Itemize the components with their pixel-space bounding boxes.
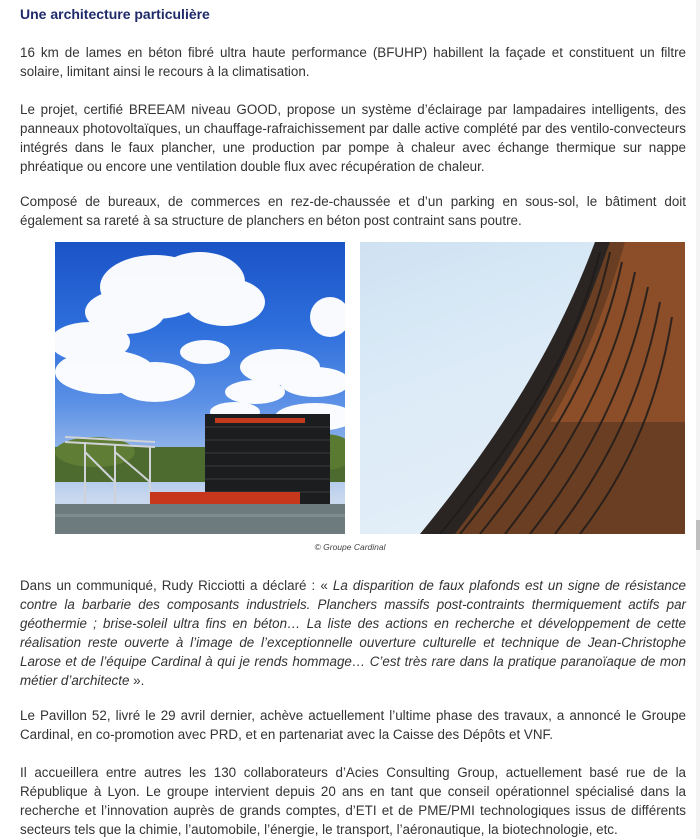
building-photo-facade-detail	[360, 242, 685, 534]
building-photo-exterior	[55, 242, 345, 534]
paragraph-pavillon: Le Pavillon 52, livré le 29 avril dernier, achève actuellement l’ultime phase des travaux, a annoncé le Groupe Cardinal, en co-promotion avec PRD, et en partenariat avec la Caisse des Dépôts et VNF.	[20, 708, 686, 742]
quote-intro: Dans un communiqué, Rudy Ricciotti a déclaré : «	[20, 578, 333, 593]
facade-detail-illustration	[360, 242, 685, 534]
building-exterior-illustration	[55, 242, 345, 534]
paragraph-breeam: Le projet, certifié BREEAM niveau GOOD, propose un système d’éclairage par lampadaires intelligents, des panneaux photovoltaïques, un chauffage-rafraichissement par dalle active complété par des ventilo-convecteurs intégrés dans le faux plancher, une production par pompe à chaleur avec échange thermique sur nappe phréatique ou encore une ventilation double flux avec récupération de chaleur.	[20, 102, 686, 174]
section-heading: Une architecture particulière	[20, 6, 210, 22]
paragraph-quote	[20, 576, 686, 690]
quote-text: La disparition de faux plafonds est un signe de résistance contre la barbarie des composants industriels. Planchers massifs post-contraints thermiquement actifs par géothermie ; brise-soleil ultra fins en béton… La liste des actions en recherche et développement de cette réalisation reste ouverte à l’image de l’exceptionnelle ouverture culturelle et technique de Jean-Christophe Larose et de l’équipe Cardinal à qui je rends hommage… C’est très rare dans la pratique paranoïaque de mon métier d’architecte	[20, 578, 686, 688]
paragraph-acies: Il accueillera entre autres les 130 collaborateurs d’Acies Consulting Group, actuellement basé rue de la République à Lyon. Le groupe intervient depuis 20 ans en tant que conseil opérationnel spécialisé dans la recherche et l’innovation auprès de grands comptes, d’ETI et de PME/PMI technologiques issus de différents secteurs tels que la chimie, l’automobile, l’énergie, le transport, l’aéronautique, la biotechnologie, etc.	[20, 765, 686, 837]
quote-outro: ».	[129, 673, 145, 688]
photo-caption: © Groupe Cardinal	[314, 542, 386, 552]
paragraph-structure: Composé de bureaux, de commerces en rez-de-chaussée et d’un parking en sous-sol, le bâtiment doit également sa rareté à sa structure de planchers en béton post contraint sans poutre.	[20, 194, 686, 228]
scrollbar-thumb[interactable]	[696, 520, 700, 550]
paragraph-facade: 16 km de lames en béton fibré ultra haute performance (BFUHP) habillent la façade et constituent un filtre solaire, limitant ainsi le recours à la climatisation.	[20, 45, 686, 79]
page-scrollbar[interactable]	[696, 0, 700, 839]
